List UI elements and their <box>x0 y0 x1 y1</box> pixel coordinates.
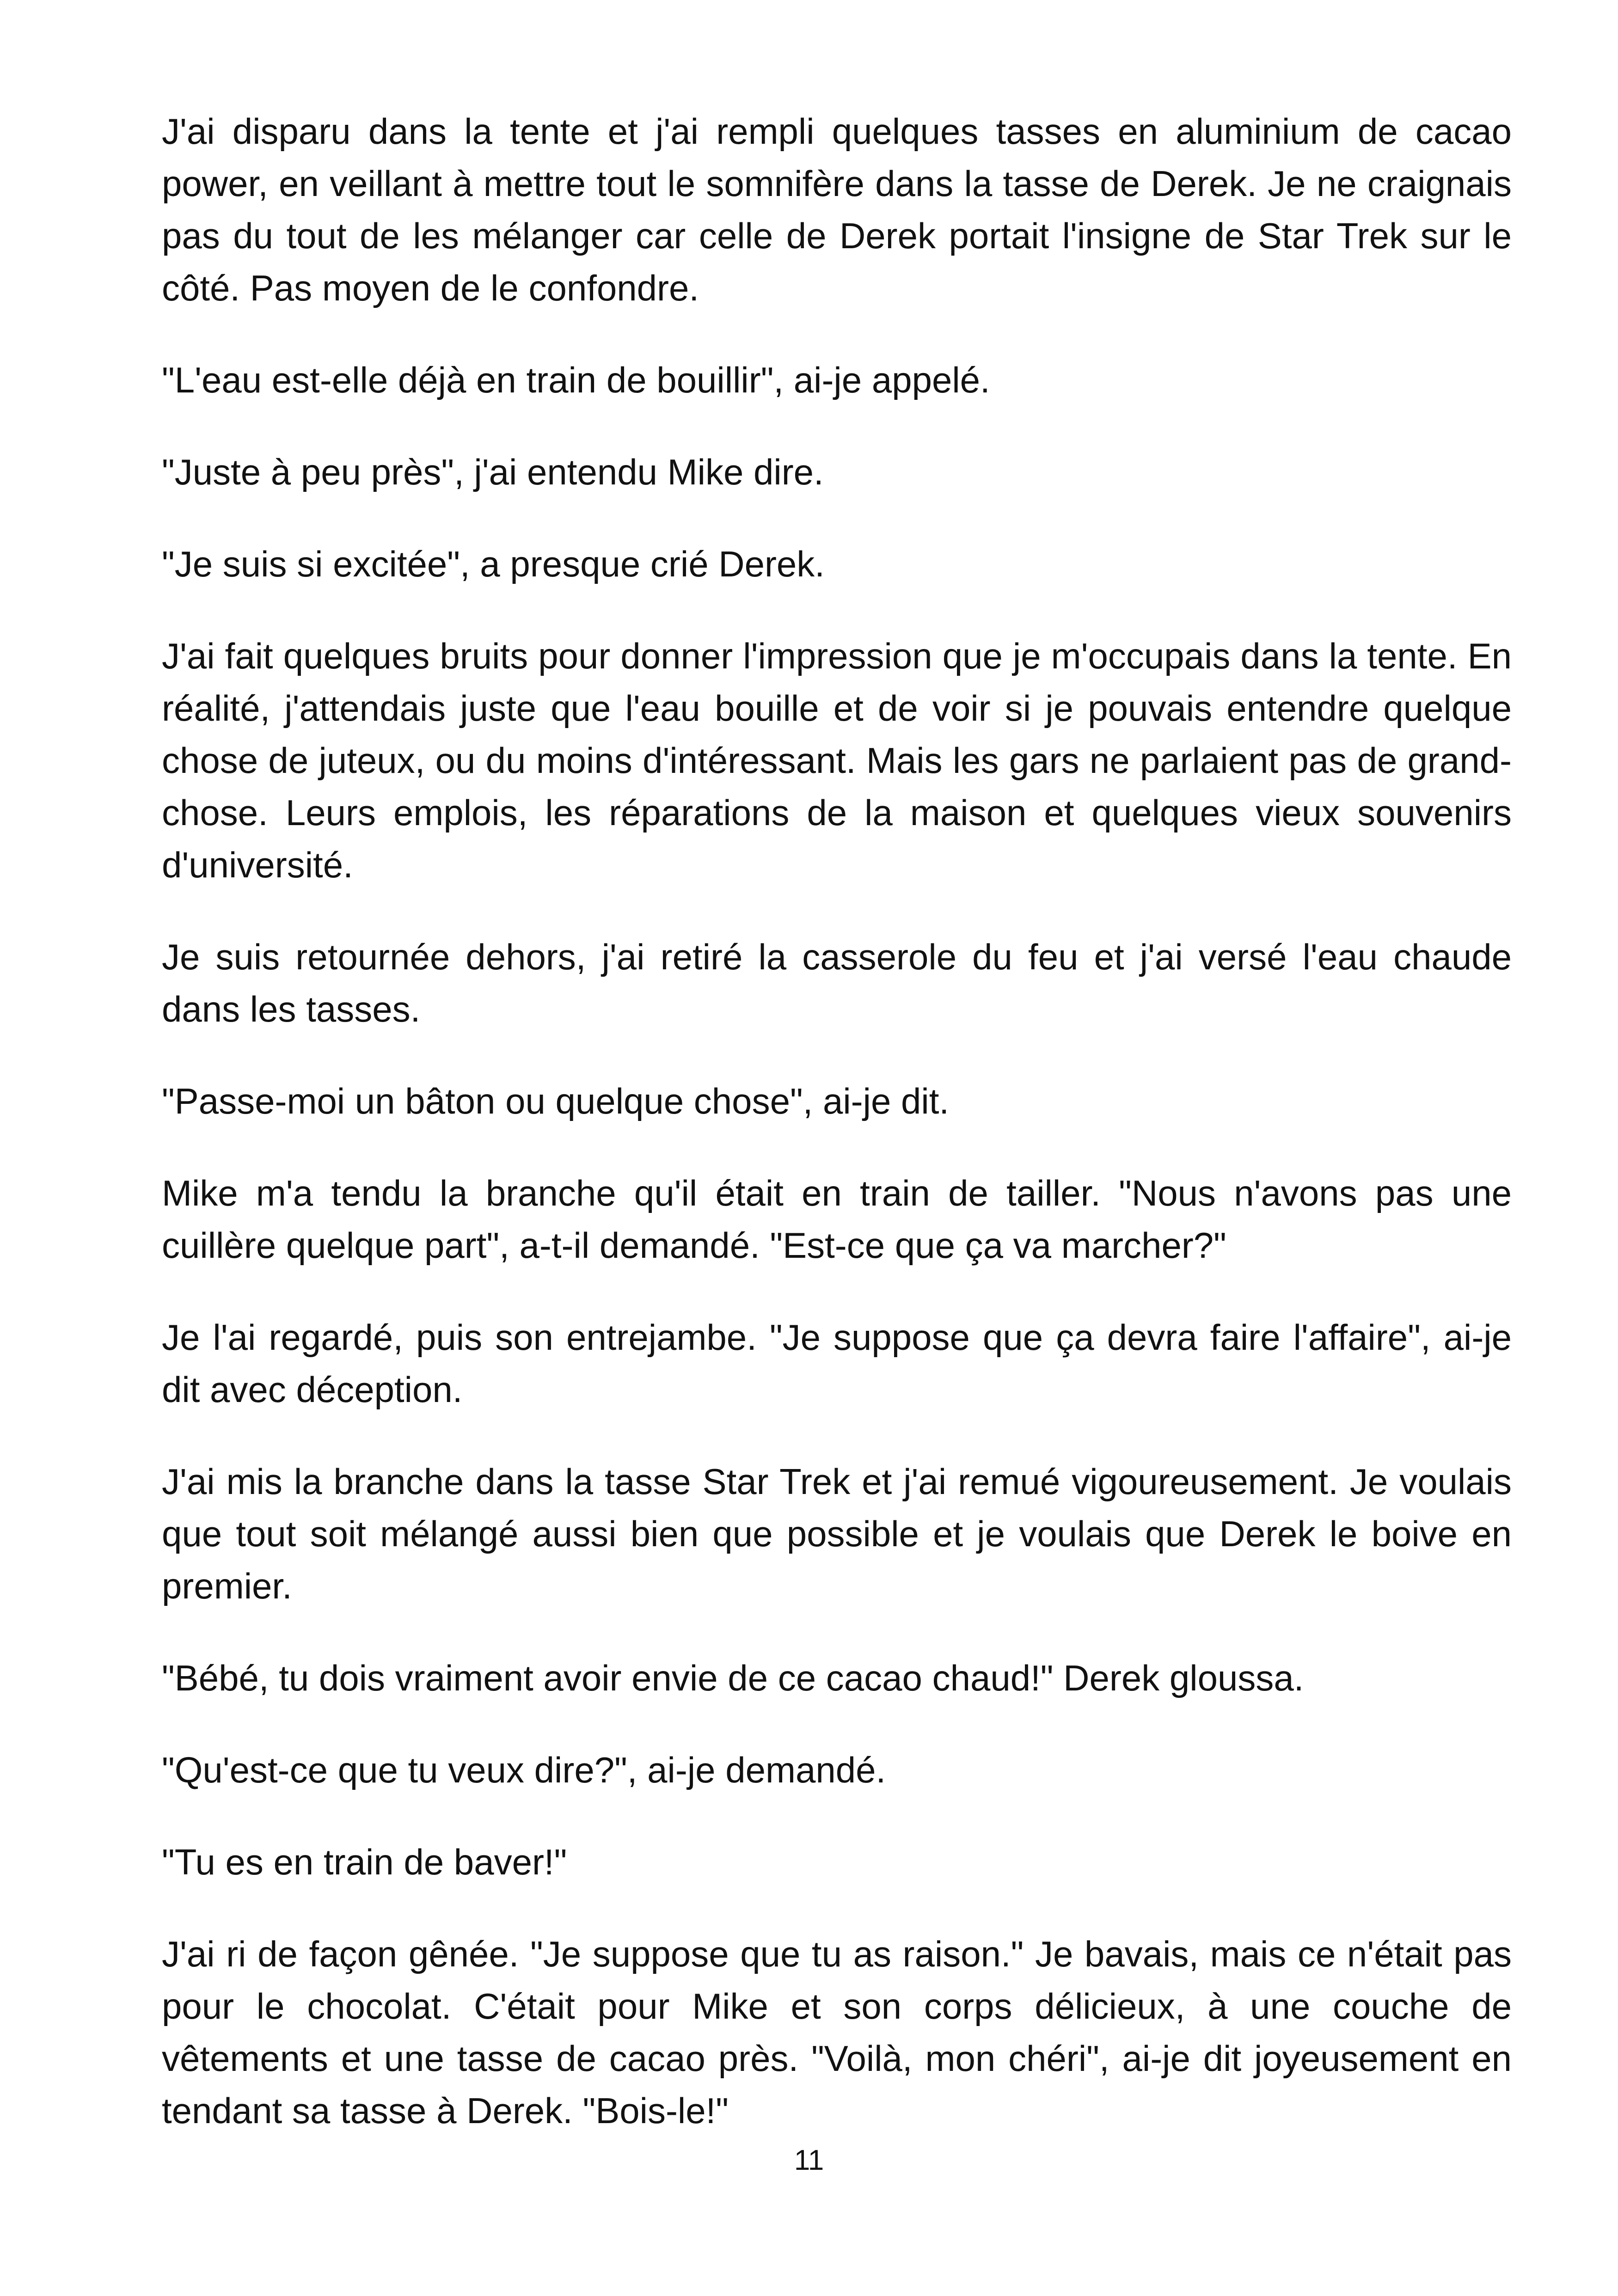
paragraph: "Juste à peu près", j'ai entendu Mike dire. <box>162 452 824 492</box>
body-text <box>162 105 1512 2137</box>
paragraph: J'ai disparu dans la tente et j'ai rempli quelques tasses en aluminium de cacao power, en veillant à mettre tout le somnifère dans la tasse de Derek. Je ne craignais pas du tout de les mélanger car celle de Derek portait l'insigne de Star Trek sur le côté. Pas moyen de le confondre. <box>162 111 1512 308</box>
paragraph: "Passe-moi un bâton ou quelque chose", ai-je dit. <box>162 1081 950 1121</box>
paragraph: "Je suis si excitée", a presque crié Derek. <box>162 544 825 584</box>
paragraph: "L'eau est-elle déjà en train de bouillir", ai-je appelé. <box>162 360 990 400</box>
paragraph: J'ai fait quelques bruits pour donner l'impression que je m'occupais dans la tente. En réalité, j'attendais juste que l'eau bouille et de voir si je pouvais entendre quelque chose de juteux, ou du moins d'intéressant. Mais les gars ne parlaient pas de grand-chose. Leurs emplois, les réparations de la maison et quelques vieux souvenirs d'université. <box>162 636 1512 885</box>
paragraph: "Bébé, tu dois vraiment avoir envie de ce cacao chaud!" Derek gloussa. <box>162 1658 1304 1698</box>
page-number: 11 <box>794 2144 824 2176</box>
paragraph: Je suis retournée dehors, j'ai retiré la casserole du feu et j'ai versé l'eau chaude dans les tasses. <box>162 937 1512 1029</box>
paragraph: J'ai ri de façon gênée. "Je suppose que tu as raison." Je bavais, mais ce n'était pas pour le chocolat. C'était pour Mike et son corps délicieux, à une couche de vêtements et une tasse de cacao près. "Voilà, mon chéri", ai-je dit joyeusement en tendant sa tasse à Derek. "Bois-le!" <box>162 1934 1512 2131</box>
paragraph: "Qu'est-ce que tu veux dire?", ai-je demandé. <box>162 1750 886 1790</box>
paragraph: Mike m'a tendu la branche qu'il était en train de tailler. "Nous n'avons pas une cuillère quelque part", a-t-il demandé. "Est-ce que ça va marcher?" <box>162 1173 1512 1266</box>
paragraph: "Tu es en train de baver!" <box>162 1842 567 1882</box>
paragraph: Je l'ai regardé, puis son entrejambe. "Je suppose que ça devra faire l'affaire", ai-je dit avec déception. <box>162 1317 1512 1410</box>
paragraph: J'ai mis la branche dans la tasse Star Trek et j'ai remué vigoureusement. Je voulais que tout soit mélangé aussi bien que possible et je voulais que Derek le boive en premier. <box>162 1461 1512 1606</box>
